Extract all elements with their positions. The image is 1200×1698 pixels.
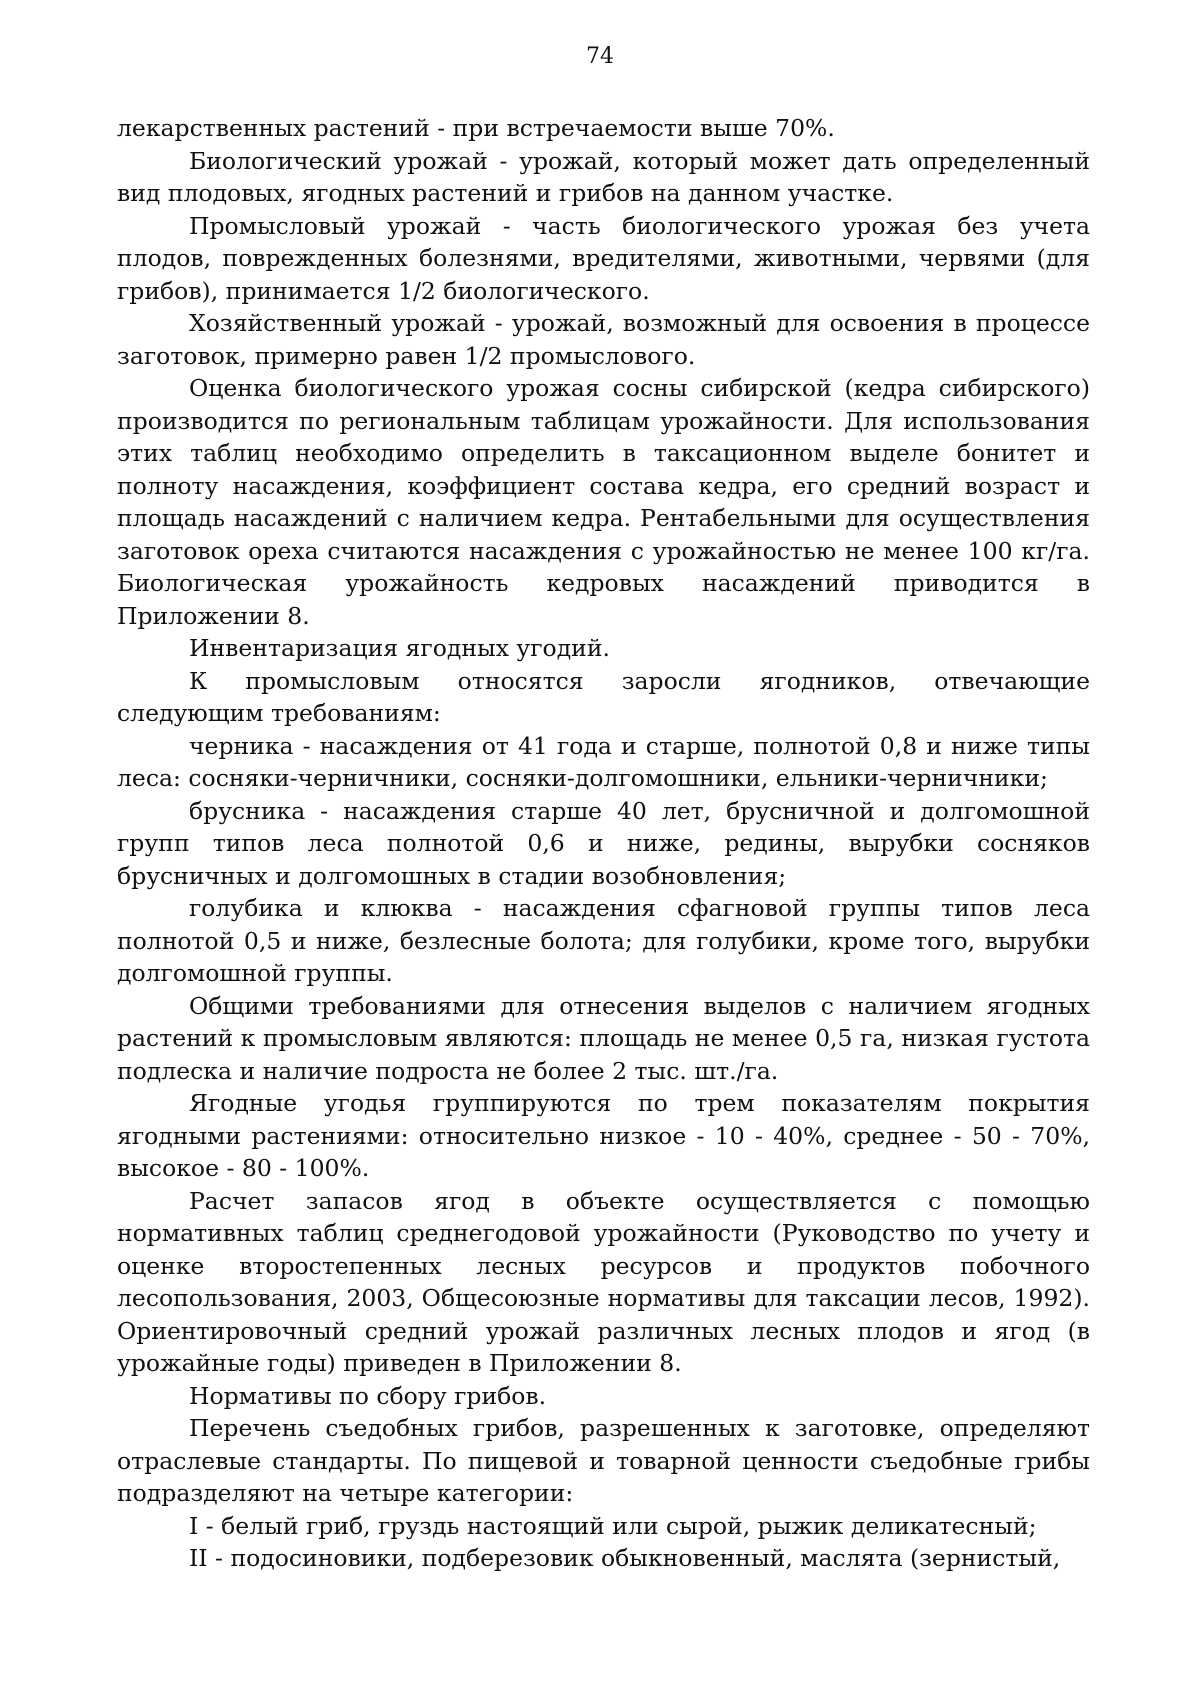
body-text xyxy=(117,112,1090,1575)
paragraph-berry-stock-calculation: Расчет запасов ягод в объекте осуществляется с помощью нормативных таблиц среднегодовой урожайности (Руководство по учету и оценке второстепенных лесных ресурсов и продуктов побочного лесопользования, 2003, Общесоюзные нормативы для таксации лесов, 1992). Ориентировочный средний урожай различных лесных плодов и ягод (в урожайные годы) приведен в Приложении 8. xyxy=(117,1186,1090,1377)
paragraph-lingonberry: брусника - насаждения старше 40 лет, брусничной и долгомошной групп типов леса полнотой 0,6 и ниже, редины, вырубки сосняков брусничных и долгомошных в стадии возобновления; xyxy=(117,796,1090,890)
paragraph-category-one: I - белый гриб, груздь настоящий или сырой, рыжик деликатесный; xyxy=(189,1511,1037,1540)
paragraph-berry-coverage-groups: Ягодные угодья группируются по трем показателям покрытия ягодными растениями: относительно низкое - 10 - 40%, среднее - 50 - 70%, высокое - 80 - 100%. xyxy=(117,1089,1090,1182)
paragraph-edible-mushroom-list: Перечень съедобных грибов, разрешенных к заготовке, определяют отраслевые стандарты. По пищевой и товарной ценности съедобные грибы подразделяют на четыре категории: xyxy=(117,1414,1090,1507)
paragraph-category-two: II - подосиновики, подберезовик обыкновенный, маслята (зернистый, xyxy=(189,1544,1061,1572)
paragraph-berry-inventory-heading: Инвентаризация ягодных угодий. xyxy=(189,634,610,662)
paragraph-biological-yield: Биологический урожай - урожай, который может дать определенный вид плодовых, ягодных растений и грибов на данном участке. xyxy=(117,146,1090,207)
paragraph-economic-yield: Хозяйственный урожай - урожай, возможный для освоения в процессе заготовок, примерно равен 1/2 промыслового. xyxy=(117,309,1090,370)
paragraph-commercial-yield: Промысловый урожай - часть биологического урожая без учета плодов, поврежденных болезнями, вредителями, животными, червями (для грибов), принимается 1/2 биологического. xyxy=(117,211,1090,305)
paragraph-bilberry: черника - насаждения от 41 года и старше, полнотой 0,8 и ниже типы леса: сосняки-черничники, сосняки-долгомошники, ельники-черничники; xyxy=(117,731,1090,792)
paragraph-commercial-berry-requirements: К промысловым относятся заросли ягодников, отвечающие следующим требованиям: xyxy=(117,666,1090,727)
page-number: 74 xyxy=(586,44,614,69)
paragraph-cedar-yield-assessment: Оценка биологического урожая сосны сибирской (кедра сибирского) производится по региональным таблицам урожайности. Для использования этих таблиц необходимо определить в таксационном выделе бонитет и полноту насаждения, коэффициент состава кедра, его средний возраст и площадь насаждений с наличием кедра. Рентабельными для осуществления заготовок ореха считаются насаждения с урожайностью не менее 100 кг/га. Биологическая урожайность кедровых насаждений приводится в Приложении 8. xyxy=(117,374,1090,630)
paragraph-mushroom-norms-heading: Нормативы по сбору грибов. xyxy=(189,1381,547,1410)
paragraph-medicinal-plants-continuation: лекарственных растений - при встречаемости выше 70%. xyxy=(117,114,835,142)
paragraph-general-requirements: Общими требованиями для отнесения выделов с наличием ягодных растений к промысловым являются: площадь не менее 0,5 га, низкая густота подлеска и наличие подроста не более 2 тыс. шт./га. xyxy=(117,991,1090,1085)
paragraph-blueberry-cranberry: голубика и клюква - насаждения сфагновой группы типов леса полнотой 0,5 и ниже, безлесные болота; для голубики, кроме того, вырубки долгомошной группы. xyxy=(117,894,1090,987)
